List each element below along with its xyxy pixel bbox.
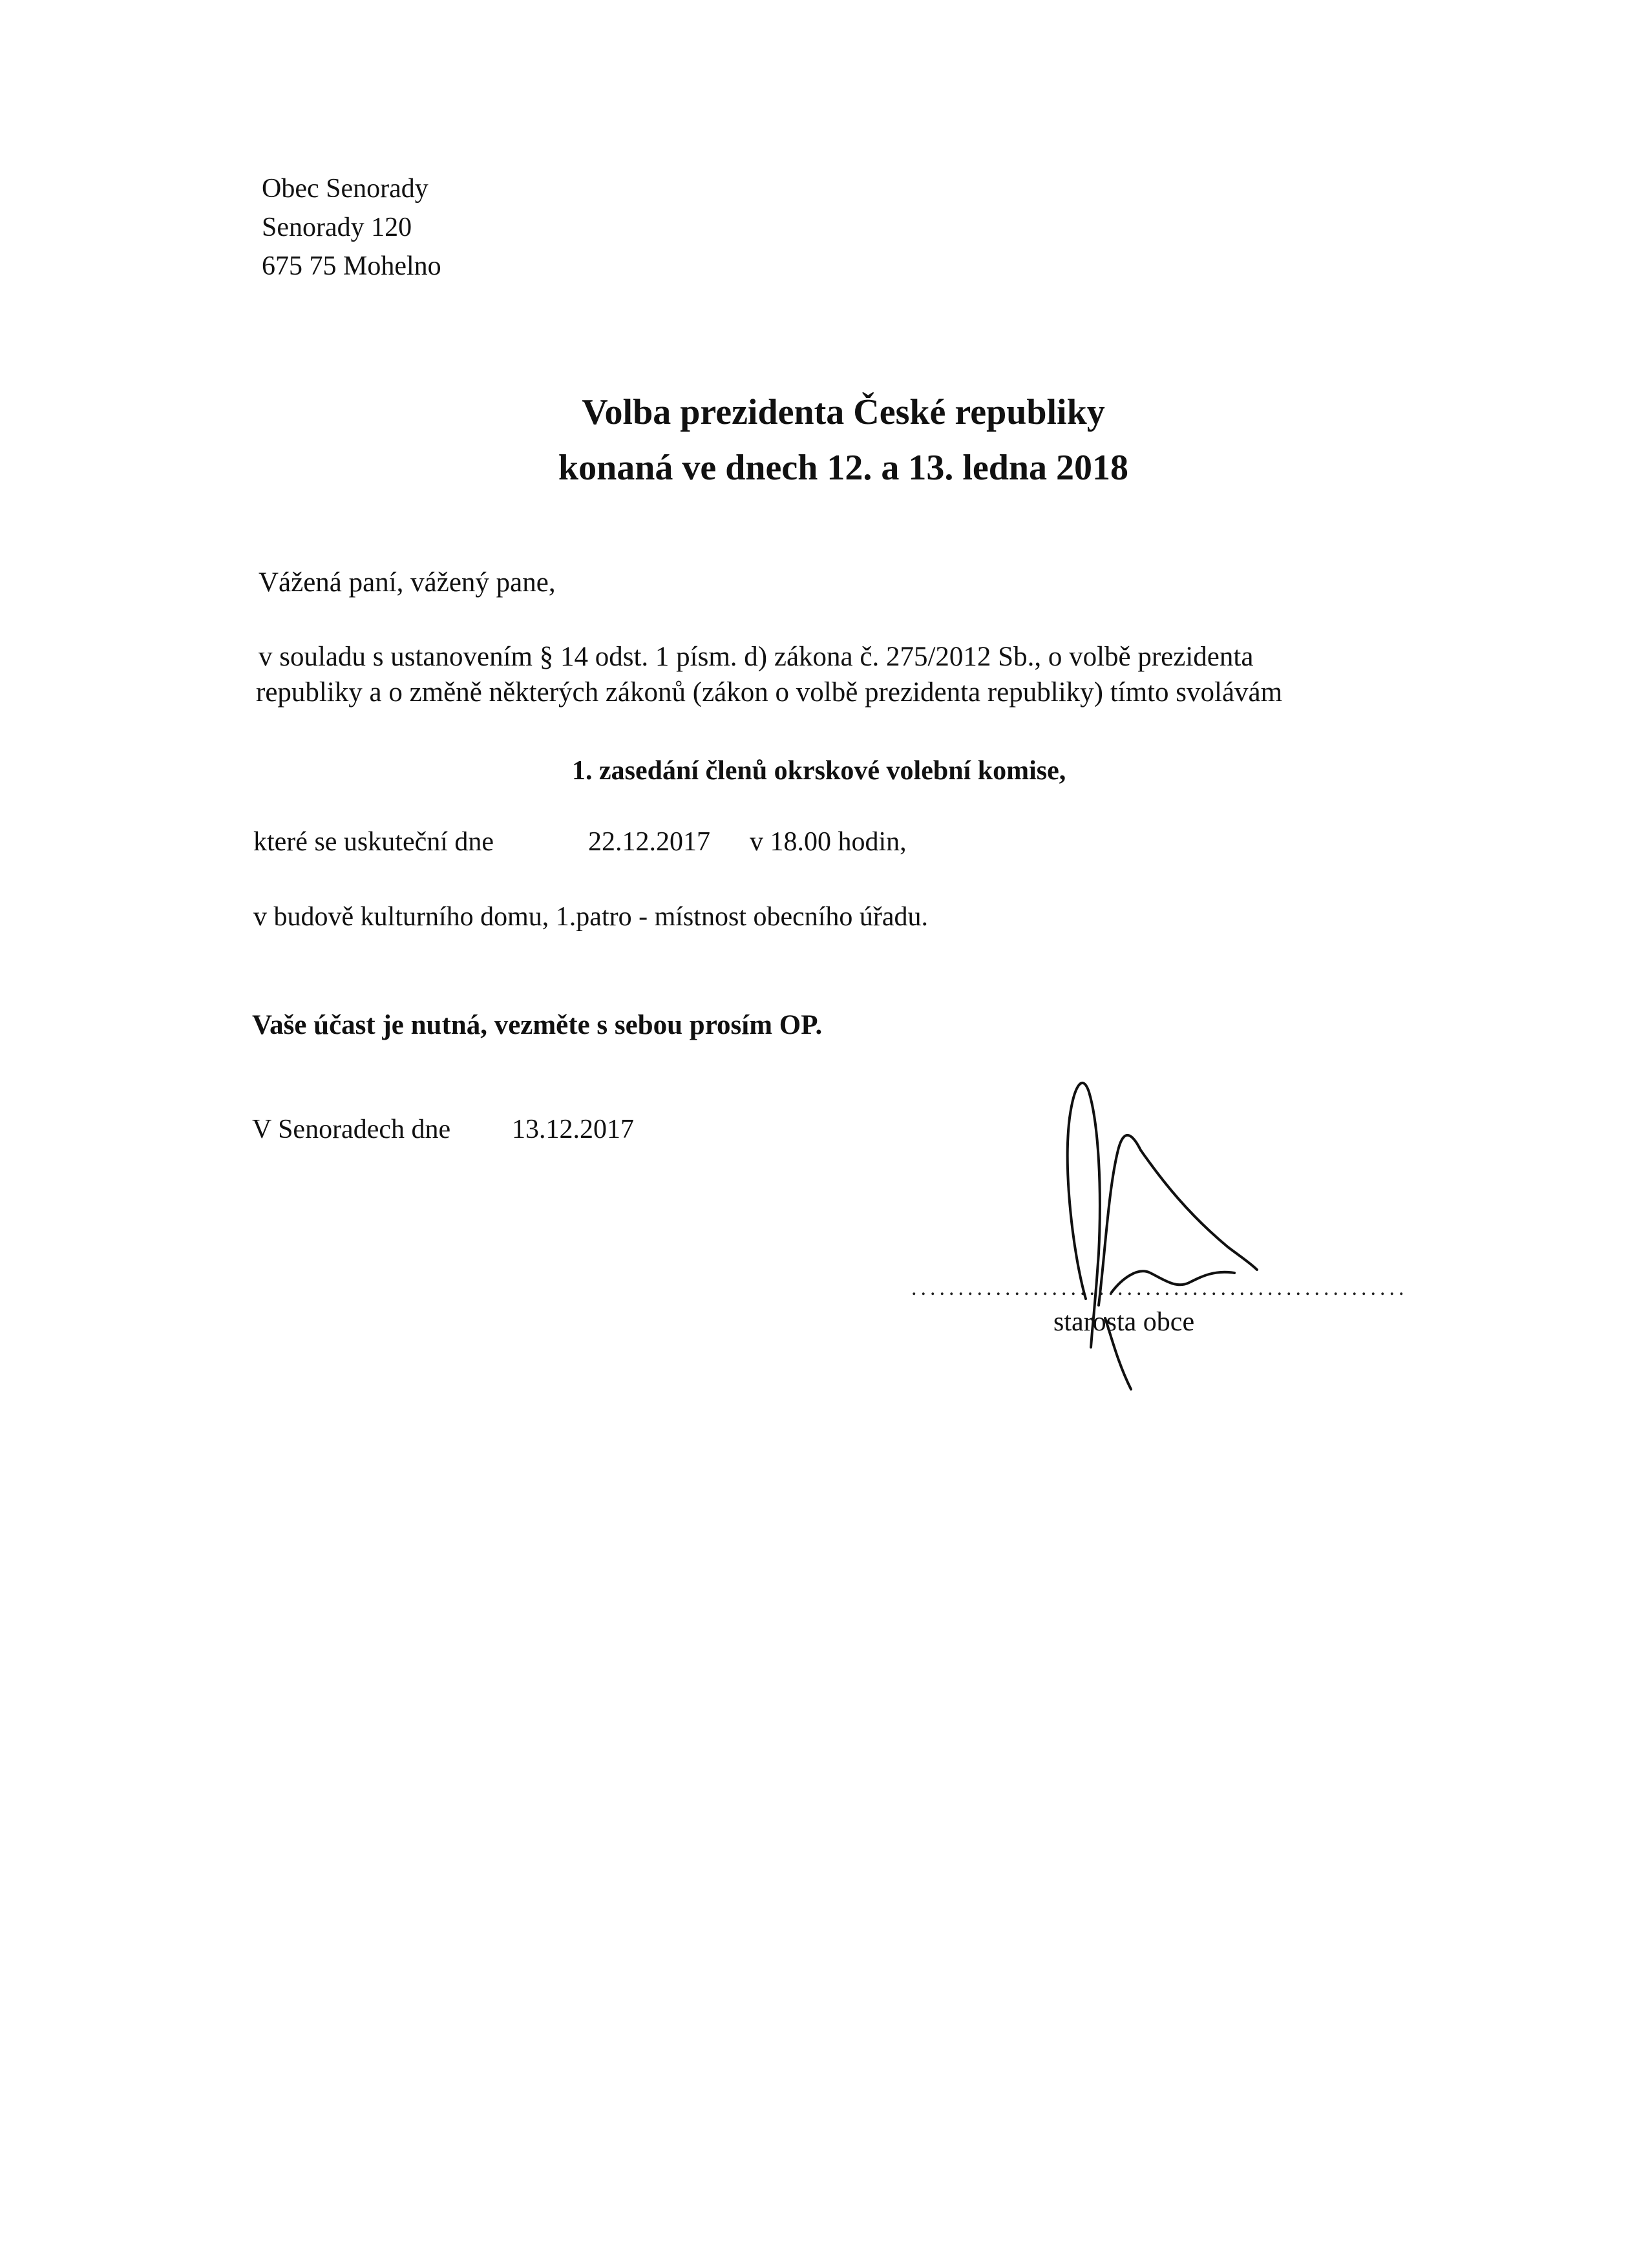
place-date-value: 13.12.2017 [512, 1115, 634, 1144]
meeting-time-label: které se uskuteční dne [253, 827, 494, 857]
meeting-hour: v 18.00 hodin, [750, 827, 907, 857]
greeting: Vážená paní, vážený pane, [259, 567, 556, 598]
document-title-line2: konaná ve dnech 12. a 13. ledna 2018 [558, 448, 1129, 488]
signatory-role: starosta obce [1053, 1307, 1195, 1337]
meeting-title: 1. zasedání členů okrskové volební komise, [572, 756, 1066, 786]
sender-name: Obec Senorady [262, 174, 428, 204]
handwritten-signature [1034, 1060, 1305, 1422]
signature-line: ..................................................... [911, 1276, 1408, 1300]
intro-line2: republiky a o změně některých zákonů (zákon o volbě prezidenta republiky) tímto svolávám [256, 677, 1283, 708]
meeting-date: 22.12.2017 [588, 827, 710, 857]
sender-address [262, 169, 441, 286]
meeting-location: v budově kulturního domu, 1.patro - místnost obecního úřadu. [253, 902, 929, 932]
intro-line1: v souladu s ustanovením § 14 odst. 1 písm. d) zákona č. 275/2012 Sb., o volbě prezidenta [259, 642, 1254, 672]
sender-city: 675 75 Mohelno [262, 251, 441, 281]
attendance-notice: Vaše účast je nutná, vezměte s sebou prosím OP. [252, 1010, 823, 1040]
sender-street: Senorady 120 [262, 213, 412, 242]
place-date-label: V Senoradech dne [252, 1115, 451, 1144]
document-title-line1: Volba prezidenta České republiky [582, 392, 1105, 432]
